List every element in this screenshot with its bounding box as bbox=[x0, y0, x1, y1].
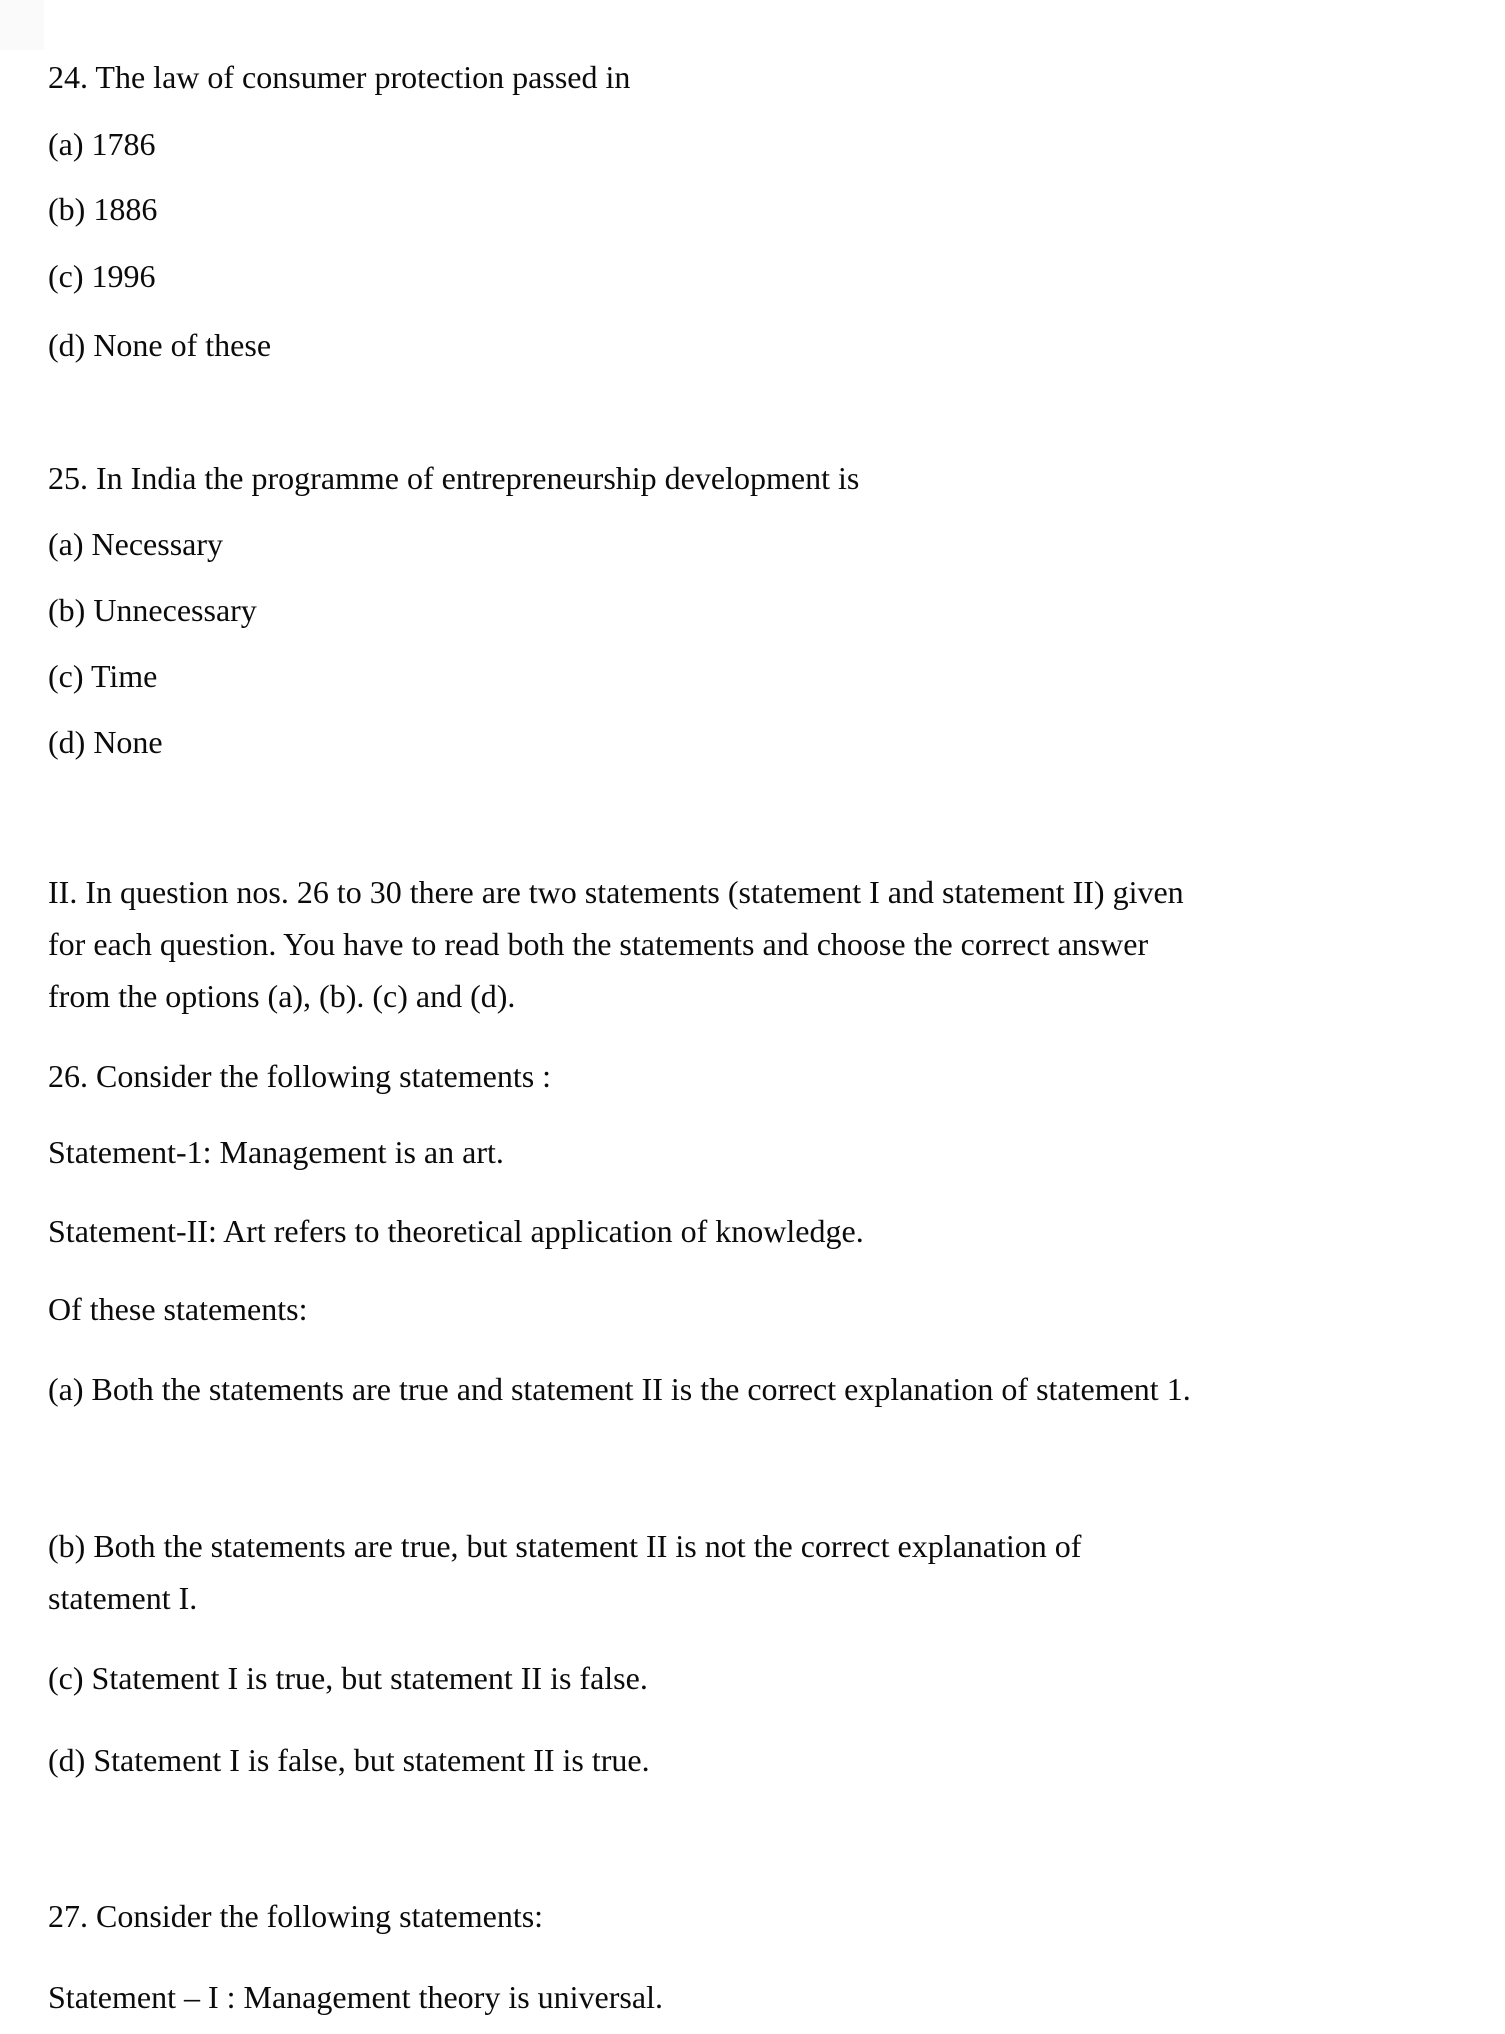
question-26-option-a: (a) Both the statements are true and statement II is the correct explanation of statement 1. bbox=[48, 1371, 1191, 1407]
question-27-title: 27. Consider the following statements: bbox=[48, 1898, 544, 1934]
question-27-statement-1: Statement – I : Management theory is universal. bbox=[48, 1979, 663, 2015]
section-ii-instructions-line-1: II. In question nos. 26 to 30 there are two statements (statement I and statement II) given bbox=[48, 874, 1184, 910]
question-25-title: 25. In India the programme of entrepreneurship development is bbox=[48, 460, 860, 496]
section-ii-instructions bbox=[48, 866, 1485, 1022]
scan-artifact-smudge bbox=[0, 0, 44, 50]
question-26-option-b-line-1: (b) Both the statements are true, but statement II is not the correct explanation of bbox=[48, 1528, 1082, 1564]
question-24-title: 24. The law of consumer protection passed in bbox=[48, 59, 631, 95]
section-ii-instructions-line-3: from the options (a), (b). (c) and (d). bbox=[48, 978, 516, 1014]
question-26-option-b-line-2: statement I. bbox=[48, 1580, 198, 1616]
question-26-lead-in: Of these statements: bbox=[48, 1291, 308, 1327]
question-24-option-a: (a) 1786 bbox=[48, 126, 156, 162]
question-26-option-d: (d) Statement I is false, but statement II is true. bbox=[48, 1742, 650, 1778]
question-25-option-d: (d) None bbox=[48, 724, 163, 760]
section-ii-instructions-line-2: for each question. You have to read both the statements and choose the correct answer bbox=[48, 926, 1149, 962]
question-26-title: 26. Consider the following statements : bbox=[48, 1058, 552, 1094]
question-24-option-c: (c) 1996 bbox=[48, 258, 156, 294]
question-26-statement-1: Statement-1: Management is an art. bbox=[48, 1134, 504, 1170]
question-26-statement-2: Statement-II: Art refers to theoretical application of knowledge. bbox=[48, 1213, 864, 1249]
question-26-option-b bbox=[48, 1520, 1485, 1624]
question-25-option-c: (c) Time bbox=[48, 658, 158, 694]
question-24-option-d: (d) None of these bbox=[48, 327, 272, 363]
question-25-option-b: (b) Unnecessary bbox=[48, 592, 257, 628]
question-25-option-a: (a) Necessary bbox=[48, 526, 223, 562]
question-26-option-c: (c) Statement I is true, but statement II is false. bbox=[48, 1660, 648, 1696]
question-24-option-b: (b) 1886 bbox=[48, 191, 158, 227]
